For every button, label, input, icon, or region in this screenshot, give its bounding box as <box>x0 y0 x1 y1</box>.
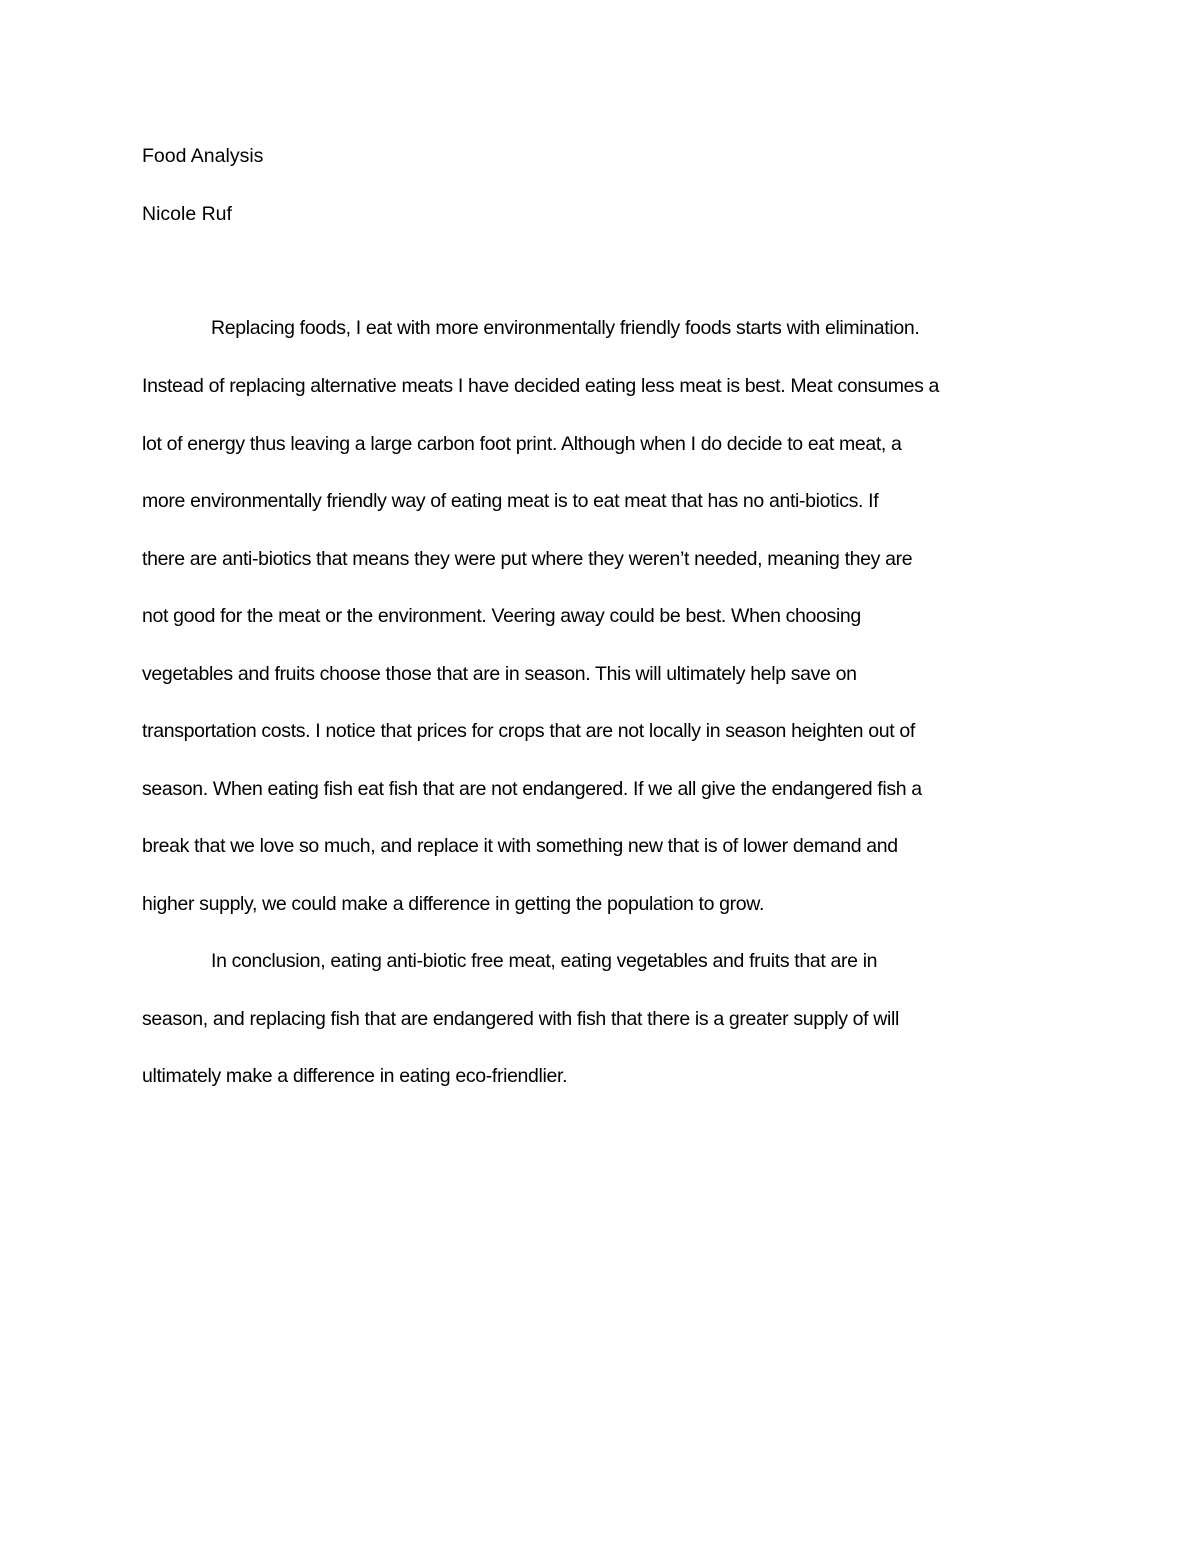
paragraph-line: season. When eating fish eat fish that are not endangered. If we all give the endangered fish a <box>142 778 922 800</box>
paragraph-line: lot of energy thus leaving a large carbon foot print. Although when I do decide to eat meat, a <box>142 433 902 455</box>
paragraph-line: break that we love so much, and replace it with something new that is of lower demand and <box>142 835 898 857</box>
paragraph-line: Replacing foods, I eat with more environmentally friendly foods starts with elimination. <box>211 317 920 339</box>
paragraph-line: more environmentally friendly way of eating meat is to eat meat that has no anti-biotics. If <box>142 490 879 512</box>
paragraph-line: season, and replacing fish that are endangered with fish that there is a greater supply of will <box>142 1008 899 1030</box>
paragraph-line: not good for the meat or the environment. Veering away could be best. When choosing <box>142 605 861 627</box>
document-title: Food Analysis <box>142 145 264 167</box>
paragraph-line: transportation costs. I notice that prices for crops that are not locally in season heighten out of <box>142 720 915 742</box>
paragraph-line: higher supply, we could make a difference in getting the population to grow. <box>142 893 765 915</box>
paragraph-line: ultimately make a difference in eating eco-friendlier. <box>142 1065 568 1087</box>
paragraph-line: there are anti-biotics that means they were put where they weren’t needed, meaning they are <box>142 548 913 570</box>
paragraph-line: In conclusion, eating anti-biotic free meat, eating vegetables and fruits that are in <box>211 950 878 972</box>
paragraph-line: vegetables and fruits choose those that are in season. This will ultimately help save on <box>142 663 857 685</box>
paragraph-line: Instead of replacing alternative meats I have decided eating less meat is best. Meat consumes a <box>142 375 940 397</box>
document-author: Nicole Ruf <box>142 203 232 225</box>
